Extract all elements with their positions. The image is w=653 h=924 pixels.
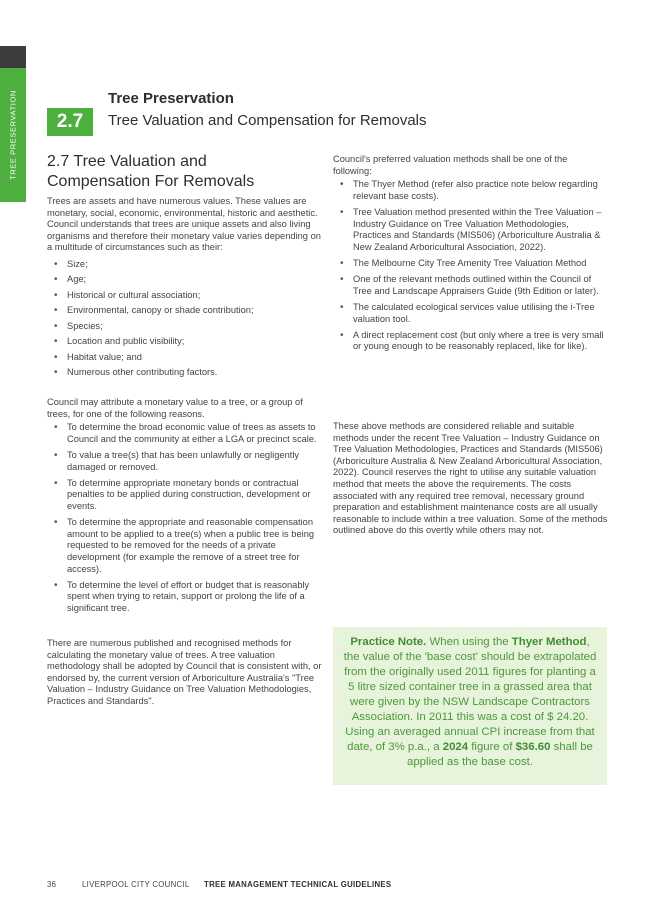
values-list (47, 257, 322, 381)
list-item: • Tree Valuation method presented within the Tree Valuation – Industry Guidance on Tree Valuation Methodologies, Practices and Standards (MIS506) (Arboriculture Australia & New Zealand Arboricultural Association, 2022). (333, 207, 608, 253)
list-item: • A direct replacement cost (but only where a tree is very small or young enough to be reasonably replaced, like for like). (333, 330, 608, 353)
note-amount: $36.60 (515, 741, 551, 753)
methods-paragraph: There are numerous published and recognised methods for calculating the monetary value of trees. A tree valuation methodology shall be adopted by Council that is consistent with, or endorsed by, the current version of Arboriculture Australia's "Tree Valuation – Industry Guidance on Tree Valuation Methodologies, Practices and Standards". (47, 638, 322, 706)
list-item: • The calculated ecological services value utilising the i-Tree valuation tool. (333, 302, 608, 325)
left-methods-block (47, 638, 322, 708)
methods-list (333, 179, 608, 353)
list-item: • Age; (47, 272, 322, 288)
left-intro-block (47, 196, 322, 381)
list-item: • Habitat value; and (47, 350, 322, 366)
list-item: • To determine the appropriate and reasonable compensation amount to be applied to a tree(s) when a public tree is being requested to be removed for the needs of a private development (for example the remove of a street tree for access). (47, 517, 322, 575)
practice-note-box (333, 627, 607, 785)
list-item: • One of the relevant methods outlined within the Council of Tree and Landscape Appraisers Guide (9th Edition or later). (333, 274, 608, 297)
intro-paragraph: Trees are assets and have numerous values. These values are monetary, social, economic, environmental, historic and aesthetic. Council understands that trees are unique assets and also living organisms and therefore their monetary value varies depending on a multitude of circumstances such as their: (47, 196, 321, 253)
section-number-badge: 2.7 (47, 108, 93, 136)
page-number: 36 (47, 880, 57, 889)
footer-council: LIVERPOOL CITY COUNCIL (82, 880, 190, 889)
note-method-name: Thyer Method (511, 636, 587, 648)
note-text: , the value of the 'base cost' should be extrapolated from the originally used 2011 figures for planting a 5 litre sized container tree in a grassed area that were given by the NSW Landscape Contractors Association. In 2011 this was a cost of $ 24.20. Using an averaged annual CPI increase from that date, of 3% p.a., a (343, 636, 597, 753)
practice-note-label: Practice Note. (350, 636, 427, 648)
section-title: 2.7 Tree Valuation and Compensation For Removals (47, 153, 255, 190)
note-text: When using the (426, 636, 512, 648)
list-item: • Environmental, canopy or shade contribution; (47, 303, 322, 319)
reasons-intro: Council may attribute a monetary value to a tree, or a group of trees, for one of the following reasons. (47, 397, 303, 419)
list-item: • Historical or cultural association; (47, 288, 322, 304)
sidebar-dark-tab (0, 46, 26, 68)
list-item: • To determine appropriate monetary bonds or contractual penalties to be applied during construction, development or events. (47, 478, 322, 513)
reliability-paragraph: These above methods are considered reliable and suitable methods under the recent Tree Valuation – Industry Guidance on Tree Valuation Methodologies, Practices and Standards (MIS506) (Arboriculture Australia & New Zealand Arboricultural Association, 2022). Council reserves the right to utilise any suitable valuation method that meets the above the requirements. The costs associated with any required tree removal, necessary ground preparation and establishment maintenance costs are all usually reasonable to include within a tree valuation. Some of the methods outlined above do this overtly while others may not. (333, 421, 608, 536)
list-item: • To determine the broad economic value of trees as assets to Council and the community at either a LGA or precinct scale. (47, 422, 322, 445)
list-item: • To determine the level of effort or budget that is reasonably spent when trying to retain, support or prolong the life of a significant tree. (47, 580, 322, 615)
list-item: • Species; (47, 319, 322, 335)
list-item: • To value a tree(s) that has been unlawfully or negligently damaged or removed. (47, 450, 322, 473)
note-year: 2024 (442, 741, 469, 753)
chapter-title: Tree Preservation (108, 90, 234, 107)
reasons-list (47, 422, 322, 614)
note-text: shall be applied as the base cost. (406, 741, 593, 768)
list-item: • Size; (47, 257, 322, 273)
left-reasons-block (47, 397, 322, 614)
list-item: • Location and public visibility; (47, 334, 322, 350)
list-item: • The Melbourne City Tree Amenity Tree Valuation Method (333, 258, 608, 270)
list-item: • Numerous other contributing factors. (47, 365, 322, 381)
right-methods-block (333, 154, 608, 353)
preferred-methods-intro: Council's preferred valuation methods shall be one of the following: (333, 154, 568, 176)
list-item: • The Thyer Method (refer also practice note below regarding relevant base costs). (333, 179, 608, 202)
note-text: figure of (468, 741, 516, 753)
right-reliability-block (333, 421, 608, 537)
section-heading: Tree Valuation and Compensation for Removals (108, 112, 427, 129)
sidebar-section-label: TREE PRESERVATION (8, 90, 18, 180)
footer-document-title: TREE MANAGEMENT TECHNICAL GUIDELINES (204, 880, 392, 889)
